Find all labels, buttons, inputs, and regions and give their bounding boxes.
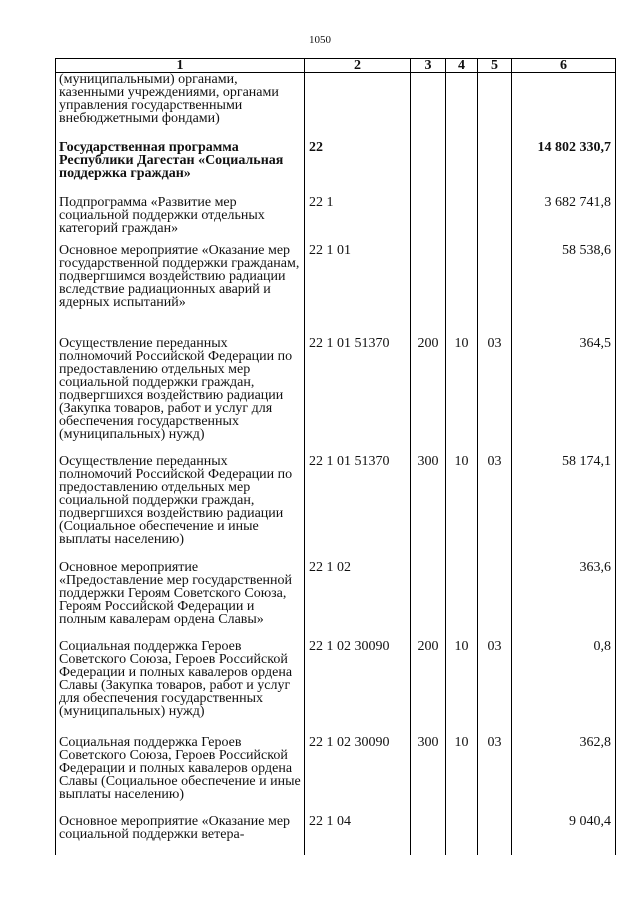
row-amount: 0,8 — [512, 640, 616, 736]
row-col-4 — [446, 244, 478, 337]
row-col-5 — [478, 196, 512, 244]
row-col-5: 03 — [478, 736, 512, 815]
table-row — [56, 337, 616, 455]
table-row — [56, 640, 616, 736]
row-col-3 — [411, 196, 446, 244]
row-col-4 — [446, 561, 478, 640]
row-col-4 — [446, 196, 478, 244]
row-code: 22 1 04 — [305, 815, 411, 855]
table-body — [56, 73, 616, 855]
header-row — [56, 59, 616, 73]
row-code: 22 1 02 — [305, 561, 411, 640]
row-col-5 — [478, 561, 512, 640]
row-col-5: 03 — [478, 640, 512, 736]
table-row — [56, 141, 616, 196]
header-col-1: 1 — [56, 59, 305, 73]
row-col-5 — [478, 815, 512, 855]
row-code: 22 1 01 51370 — [305, 455, 411, 561]
row-col-3: 200 — [411, 337, 446, 455]
row-amount: 363,6 — [512, 561, 616, 640]
row-text: Социальная поддержка Героев Советского Союза, Героев Российской Федерации и полных кавалеров ордена Славы (Социальное обеспечение и иные выплаты населению) — [56, 736, 305, 815]
header-col-5: 5 — [478, 59, 512, 73]
header-col-3: 3 — [411, 59, 446, 73]
table-row — [56, 815, 616, 855]
row-amount — [512, 73, 616, 141]
row-col-4 — [446, 815, 478, 855]
row-text: (муниципальными) органами, казенными учреждениями, органами управления государственными внебюджетными фондами) — [56, 73, 305, 141]
row-col-5 — [478, 244, 512, 337]
row-col-3: 300 — [411, 736, 446, 815]
row-amount: 14 802 330,7 — [512, 141, 616, 196]
row-code: 22 1 01 — [305, 244, 411, 337]
row-col-5 — [478, 73, 512, 141]
row-col-3: 300 — [411, 455, 446, 561]
row-code — [305, 73, 411, 141]
row-text: Государственная программа Республики Дагестан «Социальная поддержка граждан» — [56, 141, 305, 196]
row-amount: 362,8 — [512, 736, 616, 815]
row-text: Подпрограмма «Развитие мер социальной поддержки отдельных категорий граждан» — [56, 196, 305, 244]
row-col-4: 10 — [446, 455, 478, 561]
row-amount: 58 174,1 — [512, 455, 616, 561]
row-text: Основное мероприятие «Оказание мер государственной поддержки гражданам, подвергшимся воздействию радиации вследствие радиационных аварий и ядерных испытаний» — [56, 244, 305, 337]
row-col-3 — [411, 73, 446, 141]
row-code: 22 1 02 30090 — [305, 640, 411, 736]
row-col-3 — [411, 815, 446, 855]
row-text: Осуществление переданных полномочий Российской Федерации по предоставлению отдельных мер социальной поддержки граждан, подвергшихся воздействию радиации (Социальное обеспечение и иные выплаты населению) — [56, 455, 305, 561]
row-amount: 58 538,6 — [512, 244, 616, 337]
table-row — [56, 736, 616, 815]
row-code: 22 1 02 30090 — [305, 736, 411, 815]
row-col-5: 03 — [478, 455, 512, 561]
table-row — [56, 196, 616, 244]
row-col-4: 10 — [446, 337, 478, 455]
row-text: Социальная поддержка Героев Советского Союза, Героев Российской Федерации и полных кавалеров ордена Славы (Закупка товаров, работ и услуг для обеспечения государственных (муниципальных) нужд) — [56, 640, 305, 736]
row-col-5: 03 — [478, 337, 512, 455]
row-amount: 3 682 741,8 — [512, 196, 616, 244]
row-col-4: 10 — [446, 640, 478, 736]
row-col-3 — [411, 141, 446, 196]
page-number: 1050 — [309, 34, 331, 46]
header-col-2: 2 — [305, 59, 411, 73]
row-col-5 — [478, 141, 512, 196]
row-amount: 364,5 — [512, 337, 616, 455]
row-code: 22 — [305, 141, 411, 196]
row-amount: 9 040,4 — [512, 815, 616, 855]
row-col-4: 10 — [446, 736, 478, 815]
row-text: Основное мероприятие «Предоставление мер государственной поддержки Героям Советского Союза, Героям Российской Федерации и полным кавалерам ордена Славы» — [56, 561, 305, 640]
table-row — [56, 455, 616, 561]
row-col-3 — [411, 244, 446, 337]
table-row — [56, 244, 616, 337]
row-code: 22 1 — [305, 196, 411, 244]
table-row — [56, 73, 616, 141]
row-text: Осуществление переданных полномочий Российской Федерации по предоставлению отдельных мер социальной поддержки граждан, подвергшихся воздействию радиации (Закупка товаров, работ и услуг для обеспечения государственных (муниципальных) нужд) — [56, 337, 305, 455]
budget-table — [55, 58, 616, 855]
row-col-4 — [446, 73, 478, 141]
row-col-3 — [411, 561, 446, 640]
header-col-4: 4 — [446, 59, 478, 73]
row-text: Основное мероприятие «Оказание мер социальной поддержки ветера- — [56, 815, 305, 855]
header-col-6: 6 — [512, 59, 616, 73]
row-col-4 — [446, 141, 478, 196]
row-col-3: 200 — [411, 640, 446, 736]
table-row — [56, 561, 616, 640]
row-code: 22 1 01 51370 — [305, 337, 411, 455]
